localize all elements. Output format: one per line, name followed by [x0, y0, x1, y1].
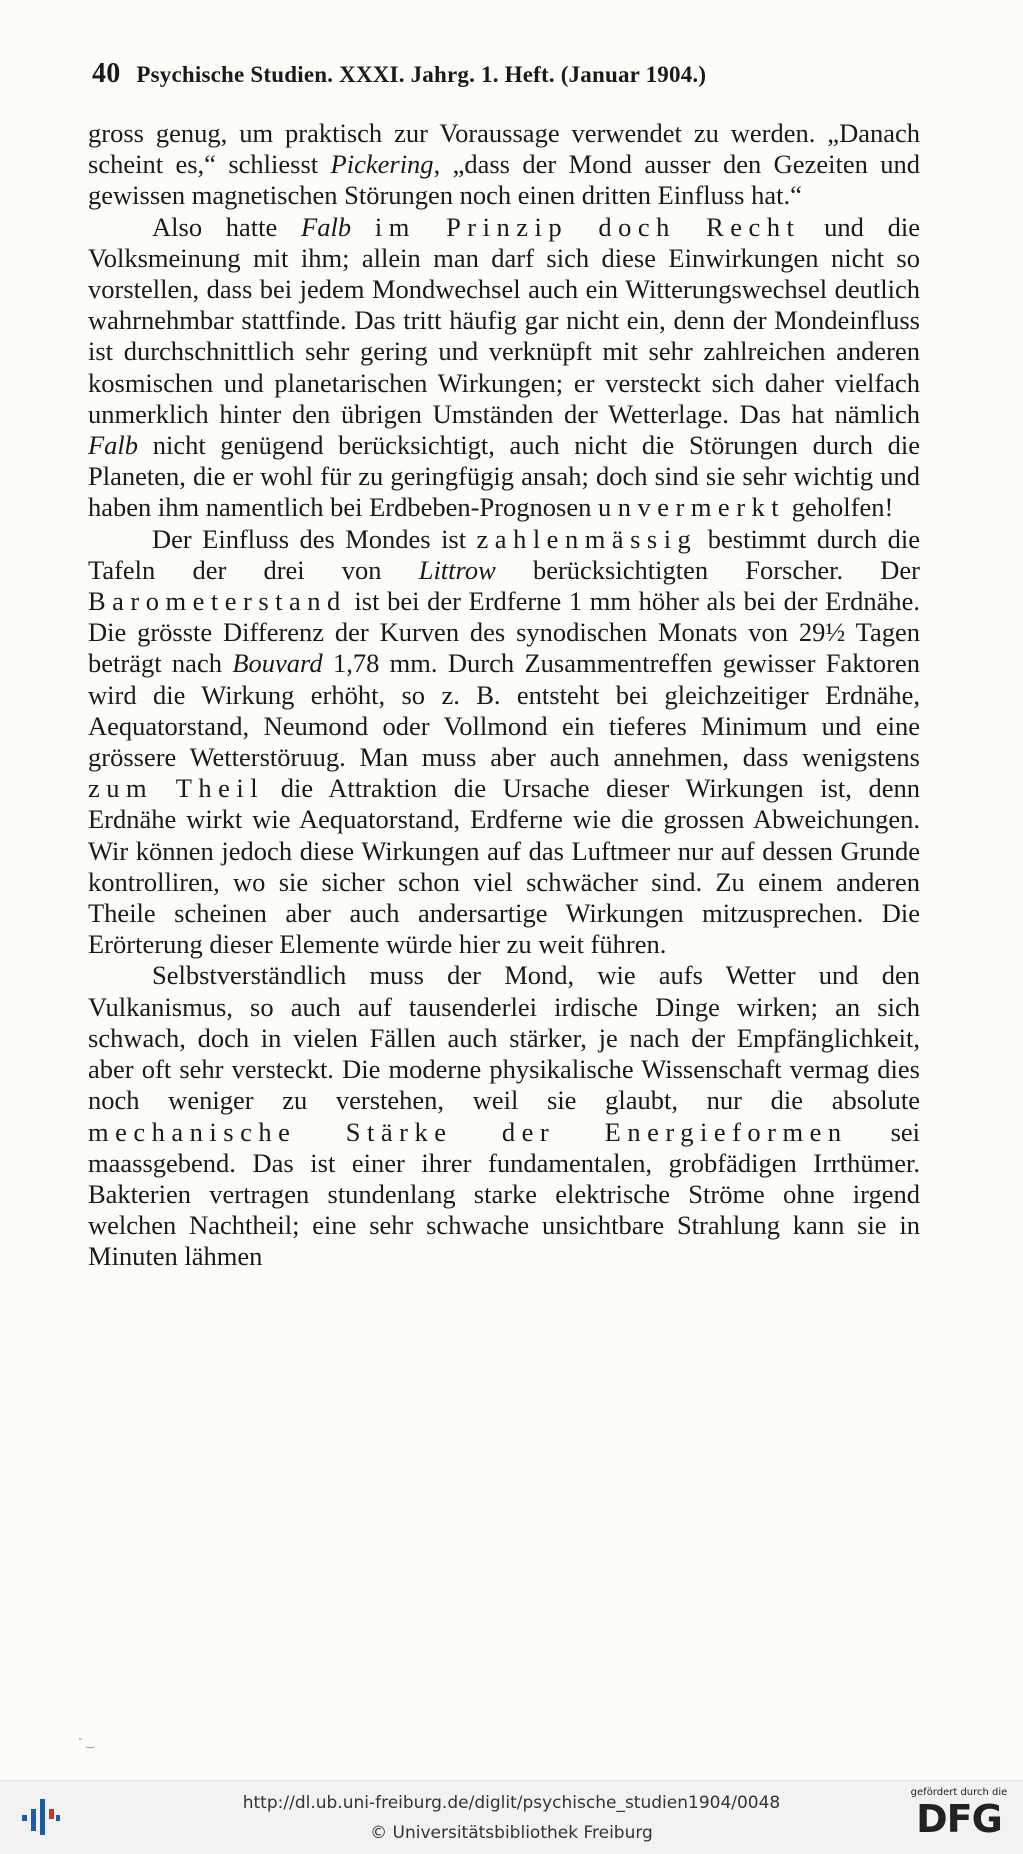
spaced-emphasis: zahlenmässig — [476, 523, 698, 554]
paragraph-4 — [88, 960, 920, 1272]
spaced-emphasis: unvermerkt — [597, 492, 786, 523]
source-url-link[interactable]: http://dl.ub.uni-freiburg.de/diglit/psychische_studien1904/0048 — [242, 1793, 781, 1813]
text-run: die Attraktion die Ursache dieser Wirkungen ist, denn Erdnähe wirkt wie Aequatorstand, Erdferne wie die grossen Abweichungen. Wir können jedoch diese Wirkungen auf das Luftmeer nur auf dessen Grunde kontrolliren, wo sie sicher schon viel schwächer sind. Zu einem anderen Theile scheinen aber auch andersartige Wirkungen mitzusprechen. Die Erörterung dieser Elemente würde hier zu weit führen. — [88, 773, 920, 960]
author-name-pickering: Pickering — [330, 149, 434, 180]
paragraph-1 — [88, 118, 920, 212]
text-run — [351, 212, 375, 242]
text-run: bestimmt durch die Tafeln der drei von — [88, 523, 920, 585]
text-run: gross genug, um praktisch zur Voraussage verwendet zu werden. „Danach scheint es,“ schliesst — [88, 118, 920, 180]
running-head-title: Psychische Studien. XXXI. Jahrg. 1. Heft. (Januar 1904.) — [136, 62, 707, 87]
author-name-littrow: Littrow — [418, 554, 496, 585]
author-name-bouvard: Bouvard — [232, 648, 323, 679]
text-run: Der Einfluss des Mondes ist — [152, 523, 477, 554]
copyright-notice: © Universitätsbibliothek Freiburg — [370, 1823, 653, 1843]
spaced-emphasis: mechanische Stärke der Energieformen — [88, 1116, 848, 1147]
spaced-emphasis: im Prinzip doch Recht — [374, 211, 801, 242]
scan-artifact: ˘ ‿ — [78, 1738, 95, 1749]
text-run: , „dass der Mond ausser den Gezeiten und gewissen magnetischen Störungen noch einen dritten Einfluss hat.“ — [88, 149, 920, 211]
paragraph-2 — [88, 212, 920, 524]
article-body — [88, 118, 920, 1273]
text-run: berücksichtigten Forscher. Der — [495, 554, 920, 585]
text-run: nicht genügend berücksichtigt, auch nicht die Störungen durch die Planeten, die er wohl für zu geringfügig ansah; doch sind sie sehr wichtig und haben ihm namentlich bei Erdbeben-Prognosen — [88, 430, 920, 523]
author-name-falb: Falb — [301, 211, 352, 242]
text-run: Selbstverständlich muss der Mond, wie aufs Wetter und den Vulkanismus, so auch auf tausenderlei irdische Dinge wirken; an sich schwach, doch in vielen Fällen auch stärker, je nach der Empfänglichkeit, aber oft sehr versteckt. Die moderne physikalische Wissenschaft vermag dies noch weniger zu verstehen, weil sie glaubt, nur die absolute — [88, 960, 920, 1116]
footer-bar — [0, 1780, 1023, 1854]
page-number: 40 — [92, 58, 121, 89]
spaced-emphasis: zum Theil — [88, 773, 265, 804]
running-header — [92, 58, 912, 90]
text-run: ist bei der Erdferne 1 mm höher als bei der Erdnähe. Die grösste Differenz der Kurven des synodischen Monats von 29½ Tagen beträgt nach — [88, 586, 920, 679]
text-run: Also hatte — [152, 211, 302, 242]
text-run: sei maassgebend. Das ist einer ihrer fundamentalen, grobfädigen Irrthümer. Bakterien vertragen stundenlang starke elektrische Ströme ohne irgend welchen Nachtheil; eine sehr schwache unsichtbare Strahlung kann sie in Minuten lähmen — [88, 1116, 921, 1272]
text-run: geholfen! — [785, 492, 894, 523]
dfg-caption: gefördert durch die — [910, 1787, 1008, 1798]
author-name-falb: Falb — [88, 430, 139, 461]
dfg-logo — [909, 1787, 1009, 1849]
text-run: 1,78 mm. Durch Zusammentreffen gewisser Faktoren wird die Wirkung erhöht, so z. B. entsteht bei gleichzeitiger Erdnähe, Aequatorstand, Neumond oder Vollmond ein tieferes Minimum und eine grössere Wetterstöruug. Man muss aber auch annehmen, dass wenigstens — [88, 648, 920, 773]
text-run: und die Volksmeinung mit ihm; allein man darf sich diese Einwirkungen nicht so vorstellen, dass bei jedem Mondwechsel auch ein Witterungswechsel deutlich wahrnehmbar stattfinde. Das tritt häufig gar nicht ein, denn der Mondeinfluss ist durchschnittlich sehr gering und verknüpft mit sehr zahlreichen anderen kosmischen und planetarischen Wirkungen; er versteckt sich daher vielfach unmerklich hinter den übrigen Umständen der Wetterlage. Das hat nämlich — [88, 211, 921, 429]
spaced-emphasis: Barometerstand — [88, 586, 347, 617]
paragraph-3 — [88, 524, 920, 961]
dfg-wordmark: DFG — [916, 1797, 1002, 1841]
